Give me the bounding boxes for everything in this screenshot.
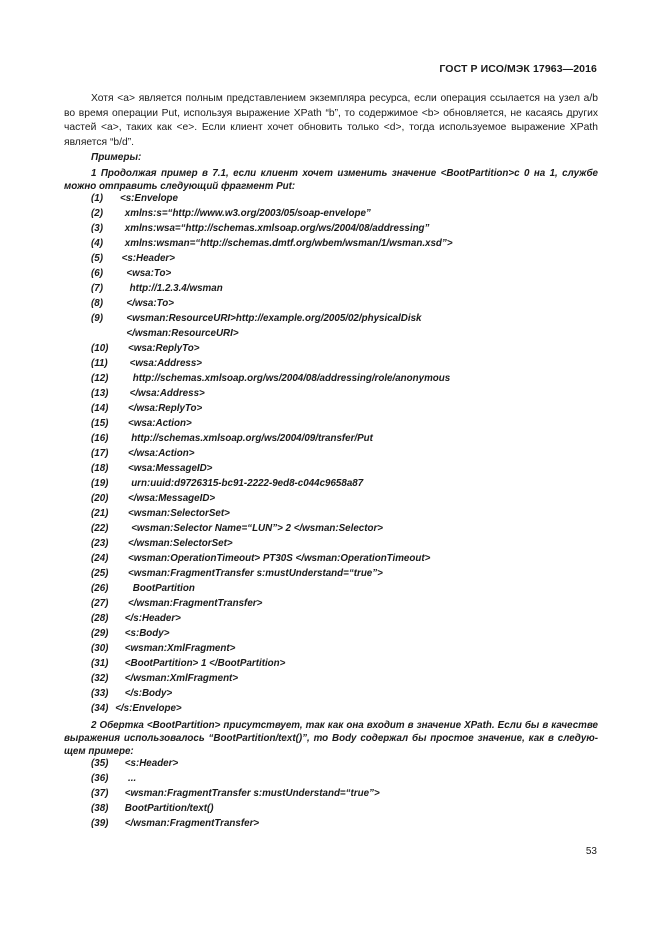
example-note-2: 2 Обертка <BootPartition> присутствует, так как она входит в значение XPath. Если бы в качестве выражения использовалось “BootPartition/text()”, то Body содержал бы простое значение, как в следую-щем примере: bbox=[64, 720, 598, 757]
line-number: (20) bbox=[91, 493, 109, 504]
line-number: (24) bbox=[91, 553, 109, 564]
line-number: (28) bbox=[91, 613, 109, 624]
code-text: <s:Header> bbox=[121, 253, 175, 264]
code-text: <wsa:MessageID> bbox=[128, 463, 213, 474]
line-number: (21) bbox=[91, 508, 109, 519]
code-text: </wsman:FragmentTransfer> bbox=[124, 818, 260, 829]
code-text: xmlns:s=“http://www.w3.org/2003/05/soap-envelope” bbox=[124, 208, 371, 219]
line-number: (5) bbox=[91, 253, 103, 264]
code-text: <wsman:OperationTimeout> PT30S </wsman:OperationTimeout> bbox=[128, 553, 431, 564]
line-number: (6) bbox=[91, 268, 103, 279]
code-text: </wsman:SelectorSet> bbox=[128, 538, 233, 549]
example-note-1: 1 Продолжая пример в 7.1, если клиент хочет изменить значение <BootPartition>c 0 на 1, службе можно отправить следующий фрагмент Put: bbox=[64, 168, 598, 192]
code-text: <wsman:FragmentTransfer s:mustUnderstand=“true”> bbox=[124, 788, 380, 799]
line-number: (17) bbox=[91, 448, 109, 459]
code-text: BootPartition/text() bbox=[124, 803, 214, 814]
line-number: (19) bbox=[91, 478, 109, 489]
intro-paragraph: Хотя <a> является полным представлением экземпляра ресурса, если операция ссылается на узел a/b во время операции Put, используя выражение XPath “b”, то содержимое <b> обновляется, не касаясь других частей <a>, таких как <e>. Если клиент хочет обновить только <d>, тогда используемое выражение XPath является “b/d”. bbox=[64, 93, 598, 148]
code-text: </wsa:Address> bbox=[129, 388, 205, 399]
code-text: BootPartition bbox=[132, 583, 195, 594]
line-number: (11) bbox=[91, 358, 108, 369]
line-number: (7) bbox=[91, 283, 103, 294]
code-text: </s:Envelope> bbox=[115, 703, 182, 714]
code-text: </wsa:Action> bbox=[128, 448, 195, 459]
line-number: (2) bbox=[91, 208, 103, 219]
line-number: (30) bbox=[91, 643, 109, 654]
code-text: </s:Header> bbox=[124, 613, 181, 624]
code-text: <wsman:SelectorSet> bbox=[128, 508, 230, 519]
line-number: (10) bbox=[91, 343, 109, 354]
line-number: (23) bbox=[91, 538, 109, 549]
code-text: </wsman:FragmentTransfer> bbox=[128, 598, 263, 609]
line-number: (8) bbox=[91, 298, 103, 309]
line-number: (33) bbox=[91, 688, 109, 699]
code-text: </wsa:To> bbox=[126, 298, 174, 309]
examples-heading: Примеры: bbox=[91, 152, 142, 163]
code-text: <wsa:ReplyTo> bbox=[128, 343, 200, 354]
code-text: <wsa:To> bbox=[126, 268, 172, 279]
line-number: (12) bbox=[91, 373, 109, 384]
line-number: (3) bbox=[91, 223, 103, 234]
line-number: (37) bbox=[91, 788, 109, 799]
code-text: <wsa:Action> bbox=[128, 418, 192, 429]
code-text: <s:Envelope bbox=[120, 193, 178, 204]
page-number: 53 bbox=[585, 846, 597, 857]
line-number: (15) bbox=[91, 418, 109, 429]
code-text: http://schemas.xmlsoap.org/ws/2004/09/transfer/Put bbox=[131, 433, 373, 444]
code-text: <s:Body> bbox=[124, 628, 170, 639]
code-text: </wsman:ResourceURI> bbox=[126, 328, 239, 339]
code-text: http://1.2.3.4/wsman bbox=[129, 283, 223, 294]
code-text: http://schemas.xmlsoap.org/ws/2004/08/addressing/role/anonymous bbox=[132, 373, 451, 384]
line-number: (25) bbox=[91, 568, 109, 579]
code-text: ... bbox=[128, 773, 137, 784]
line-number: (1) bbox=[91, 193, 103, 204]
line-number: (31) bbox=[91, 658, 109, 669]
line-number: (29) bbox=[91, 628, 109, 639]
code-text: <wsman:FragmentTransfer s:mustUnderstand=“true”> bbox=[128, 568, 383, 579]
code-text: </wsman:XmlFragment> bbox=[124, 673, 239, 684]
line-number: (14) bbox=[91, 403, 109, 414]
line-number: (16) bbox=[91, 433, 109, 444]
line-number: (18) bbox=[91, 463, 109, 474]
line-number: (9) bbox=[91, 313, 103, 324]
line-number: (26) bbox=[91, 583, 109, 594]
code-text: xmlns:wsman=“http://schemas.dmtf.org/wbem/wsman/1/wsman.xsd”> bbox=[124, 238, 453, 249]
line-number: (36) bbox=[91, 773, 109, 784]
code-text: <s:Header> bbox=[124, 758, 179, 769]
document-header: ГОСТ Р ИСО/МЭК 17963—2016 bbox=[439, 63, 597, 75]
code-text: </wsa:ReplyTo> bbox=[128, 403, 203, 414]
line-number: (22) bbox=[91, 523, 109, 534]
code-text: xmlns:wsa=“http://schemas.xmlsoap.org/ws/2004/08/addressing” bbox=[124, 223, 430, 234]
code-text: <BootPartition> 1 </BootPartition> bbox=[124, 658, 286, 669]
line-number: (13) bbox=[91, 388, 109, 399]
line-number: (32) bbox=[91, 673, 109, 684]
line-number: (38) bbox=[91, 803, 109, 814]
line-number: (34) bbox=[91, 703, 109, 714]
line-number: (27) bbox=[91, 598, 109, 609]
line-number: (4) bbox=[91, 238, 103, 249]
code-text: urn:uuid:d9726315-bc91-2222-9ed8-c044c9658a87 bbox=[131, 478, 364, 489]
line-number: (39) bbox=[91, 818, 109, 829]
code-text: <wsman:ResourceURI>http://example.org/2005/02/physicalDisk bbox=[126, 313, 422, 324]
code-text: <wsman:XmlFragment> bbox=[124, 643, 236, 654]
code-text: <wsa:Address> bbox=[129, 358, 203, 369]
line-number: (35) bbox=[91, 758, 109, 769]
code-text: </wsa:MessageID> bbox=[128, 493, 216, 504]
code-text: </s:Body> bbox=[124, 688, 173, 699]
code-text: <wsman:Selector Name=“LUN”> 2 </wsman:Selector> bbox=[131, 523, 384, 534]
